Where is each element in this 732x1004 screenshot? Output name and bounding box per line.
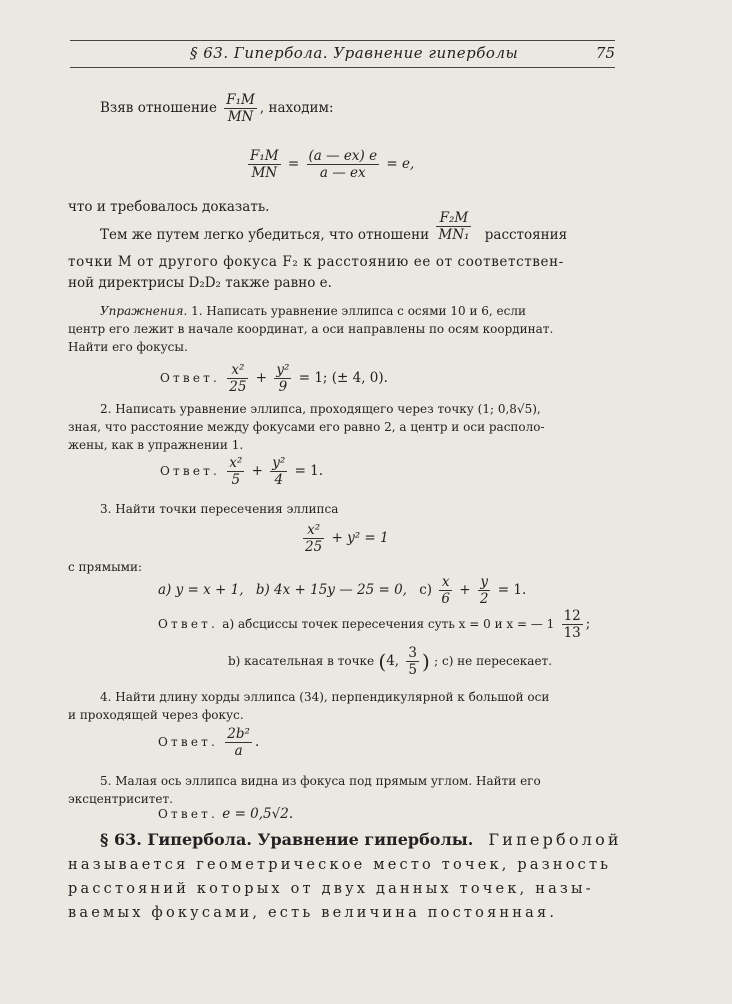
exercise-2-line2: зная, что расстояние между фокусами его равно 2, а центр и оси располо- xyxy=(68,420,545,434)
proved-line: что и требовалось доказать. xyxy=(68,199,270,215)
section-heading-line xyxy=(100,830,622,849)
derivation-line4: ной директрисы D₂D₂ также равно e. xyxy=(68,275,332,291)
running-header xyxy=(70,40,615,68)
exercise-3-equation: $\frac{\text{x²}}{25}$ + y² = 1 xyxy=(305,522,389,555)
exercise-1-line1: Упражнения. 1. Написать уравнение эллипса с осями 10 и 6, если xyxy=(100,304,526,318)
derivation-line3: точки M от другого фокуса F₂ к расстоянию ее от соответствен- xyxy=(68,254,564,270)
answer-5: Ответ. e = 0,5√2. xyxy=(158,806,294,822)
exercise-3-line1: 3. Найти точки пересечения эллипса xyxy=(100,502,339,516)
definition-term: Гиперболой xyxy=(488,830,622,849)
answer-1: Ответ. $\frac{\text{x²}}{25}$ + $\frac{\text{y²}}{9}$ = 1; (± 4, 0). xyxy=(160,362,388,395)
answer-4: Ответ. $\frac{\text{2b²}}{a}$ . xyxy=(158,726,260,759)
exercise-5-line2: эксцентриситет. xyxy=(68,792,173,806)
answer-3b: b) касательная в точке (4, $\frac{3}{5}$ ) ; c) не пересекает. xyxy=(228,645,553,678)
exercise-3-line2: с прямыми: xyxy=(68,560,143,574)
second-ratio-line: Тем же путем легко убедиться, что отношени $\frac{\text{F₂M}}{\text{MN₁}}$ расстояния xyxy=(100,210,568,243)
exercise-3-lines: a) y = x + 1, b) 4x + 15y — 25 = 0, c) $\frac{x}{6}$ + $\frac{y}{2}$ = 1. xyxy=(158,574,527,607)
answer-2: Ответ. $\frac{\text{x²}}{5}$ + $\frac{\text{y²}}{4}$ = 1. xyxy=(160,455,324,488)
exercise-4-line1: 4. Найти длину хорды эллипса (34), перпендикулярной к большой оси xyxy=(100,690,550,704)
exercise-1-line3: Найти его фокусы. xyxy=(68,340,188,354)
exercise-2-line1: 2. Написать уравнение эллипса, проходящего через точку (1; 0,8√5), xyxy=(100,402,541,416)
section-line3: расстояний которых от двух данных точек, назы- xyxy=(68,881,594,897)
exercise-4-line2: и проходящей через фокус. xyxy=(68,708,244,722)
exercise-1-line2: центр его лежит в начале координат, а оси направлены по осям координат. xyxy=(68,322,554,336)
page-number: 75 xyxy=(595,44,615,62)
derivation-intro: Взяв отношение $\frac{\text{F₁M}}{MN}$ , находим: xyxy=(100,92,334,125)
answer-3a: Ответ. a) абсциссы точек пересечения суть x = 0 и x = — 1 $\frac{12}{13}$ ; xyxy=(158,608,591,641)
section-line4: ваемых фокусами, есть величина постоянная. xyxy=(68,905,558,921)
exercise-2-line3: жены, как в упражнении 1. xyxy=(68,438,244,452)
section-heading: § 63. Гипербола. Уравнение гиперболы. xyxy=(100,830,474,849)
section-line2: называется геометрическое место точек, разность xyxy=(68,857,612,873)
header-title: § 63. Гипербола. Уравнение гиперболы xyxy=(190,44,519,62)
ratio-fraction: $\frac{\text{F₁M}}{MN}$ xyxy=(226,92,255,125)
exercise-5-line1: 5. Малая ось эллипса видна из фокуса под прямым углом. Найти его xyxy=(100,774,541,788)
result-equation: $\frac{\text{F₁M}}{MN}$ = $\frac{(a — ex) e}{a — ex}$ = e, xyxy=(250,148,415,181)
